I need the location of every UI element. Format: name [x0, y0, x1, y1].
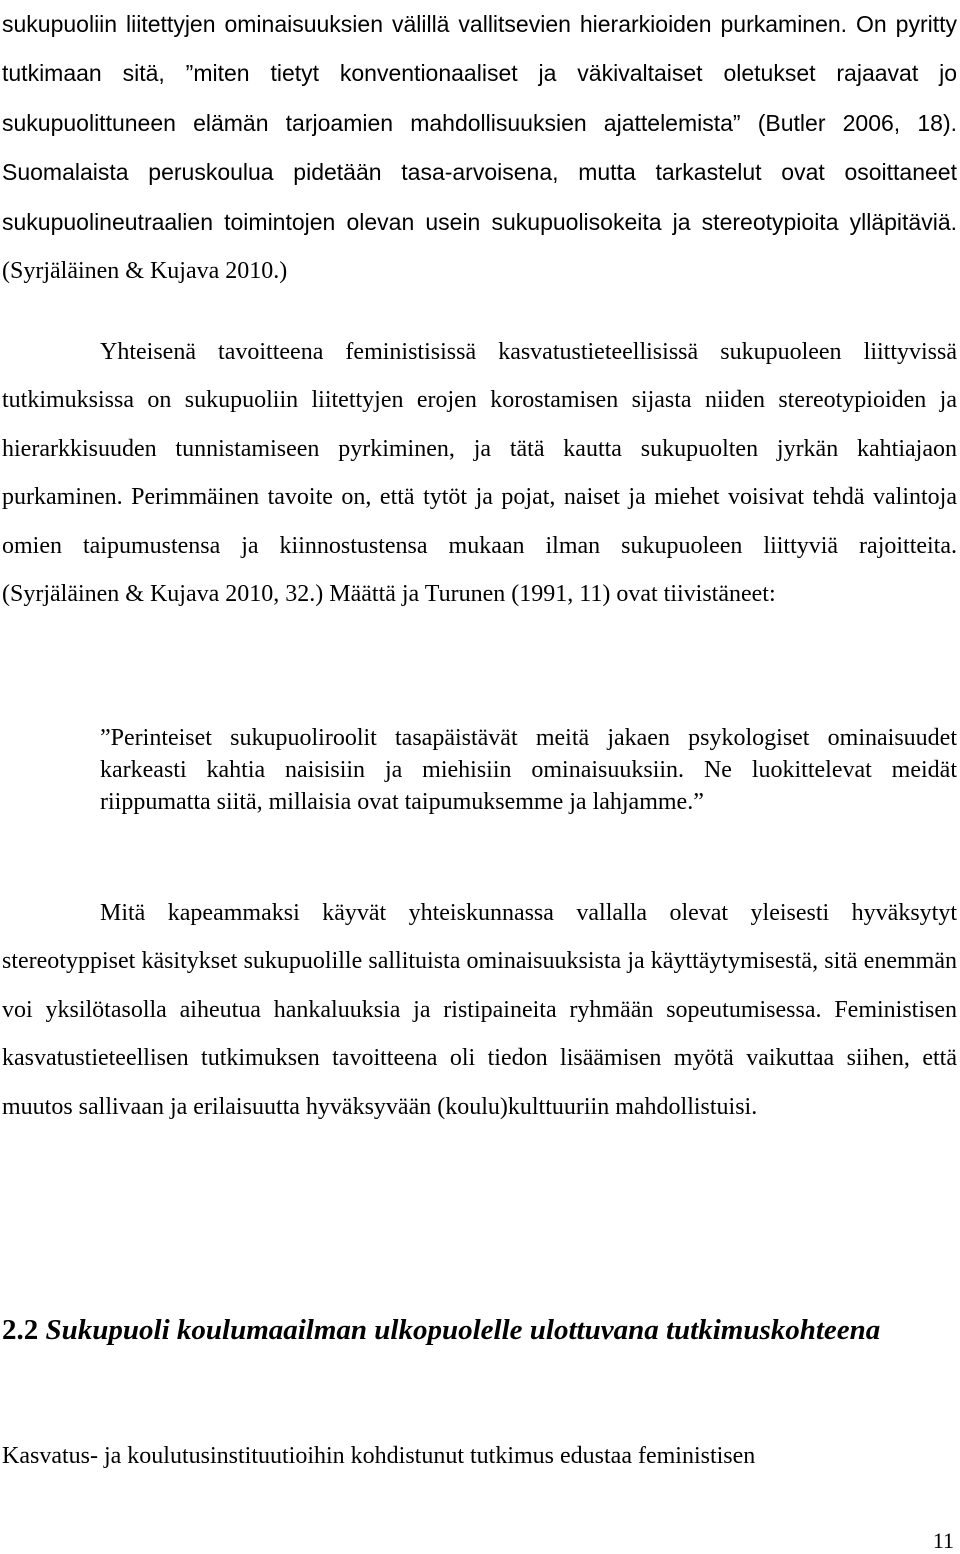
paragraph-education-research: Kasvatus- ja koulutusinstituutioihin kohdistunut tutkimus edustaa feministisen — [2, 1443, 756, 1469]
section-title: Sukupuoli koulumaailman ulkopuolelle ulottuvana tutkimuskohteena — [45, 1314, 881, 1346]
paragraph-feminist-goals: Yhteisenä tavoitteena feministisissä kasvatustieteellisissä sukupuoleen liittyvissä tutkimuksissa on sukupuoliin liitettyjen erojen korostamisen sijasta niiden stereotypioiden ja hierarkkisuuden tunnistamiseen pyrkiminen, ja tätä kautta sukupuolten jyrkän kahtiajaon purkaminen. Perimmäinen tavoite on, että tytöt ja pojat, naiset ja miehet voisivat tehdä valintoja omien taipumustensa ja kiinnostustensa mukaan ilman sukupuoleen liittyviä rajoitteita. (Syrjäläinen & Kujava 2010, 32.) Määttä ja Turunen (1991, 11) ovat tiivistäneet: — [2, 339, 957, 608]
block-quote: ”Perinteiset sukupuoliroolit tasapäistävät meitä jakaen psykologiset ominaisuudet karkeasti kahtia naisisiin ja miehisiin ominaisuuksiin. Ne luokittelevat meidät riippumatta siitä, millaisia ovat taipumuksemme ja lahjamme.” — [100, 725, 957, 815]
section-number: 2.2 — [2, 1314, 39, 1346]
paragraph-stereotypes: Mitä kapeammaksi käyvät yhteiskunnassa vallalla olevat yleisesti hyväksytyt stereotyppiset käsitykset sukupuolille sallituista ominaisuuksista ja käyttäytymisestä, sitä enemmän voi yksilötasolla aiheutua hankaluuksia ja ristipaineita ryhmään sopeutumisessa. Feministisen kasvatustieteellisen tutkimuksen tavoitteena oli tiedon lisäämisen myötä vaikuttaa siihen, että muutos sallivaan ja erilaisuutta hyväksyvään (koulu)kulttuuriin mahdollistuisi. — [2, 900, 957, 1120]
page-number: 11 — [932, 1528, 954, 1553]
paragraph-sans-text: sukupuoliin liitettyjen ominaisuuksien välillä vallitsevien hierarkioiden purkaminen. On pyritty tutkimaan sitä, ”miten tietyt konventionaaliset ja väkivaltaiset oletukset rajaavat jo sukupuolittuneen elämän tarjoamien mahdollisuuksien ajattelemista” (Butler 2006, 18). Suomalaista peruskoulua pidetään tasa-arvoisena, mutta tarkastelut ovat osoittaneet sukupuolineutraalien toimintojen olevan usein sukupuolisokeita ja stereotypioita ylläpitäviä. — [2, 11, 957, 235]
section-heading — [2, 1311, 957, 1349]
paragraph-citation-text: (Syrjäläinen & Kujava 2010.) — [2, 258, 288, 285]
paragraph-continued — [2, 0, 957, 295]
